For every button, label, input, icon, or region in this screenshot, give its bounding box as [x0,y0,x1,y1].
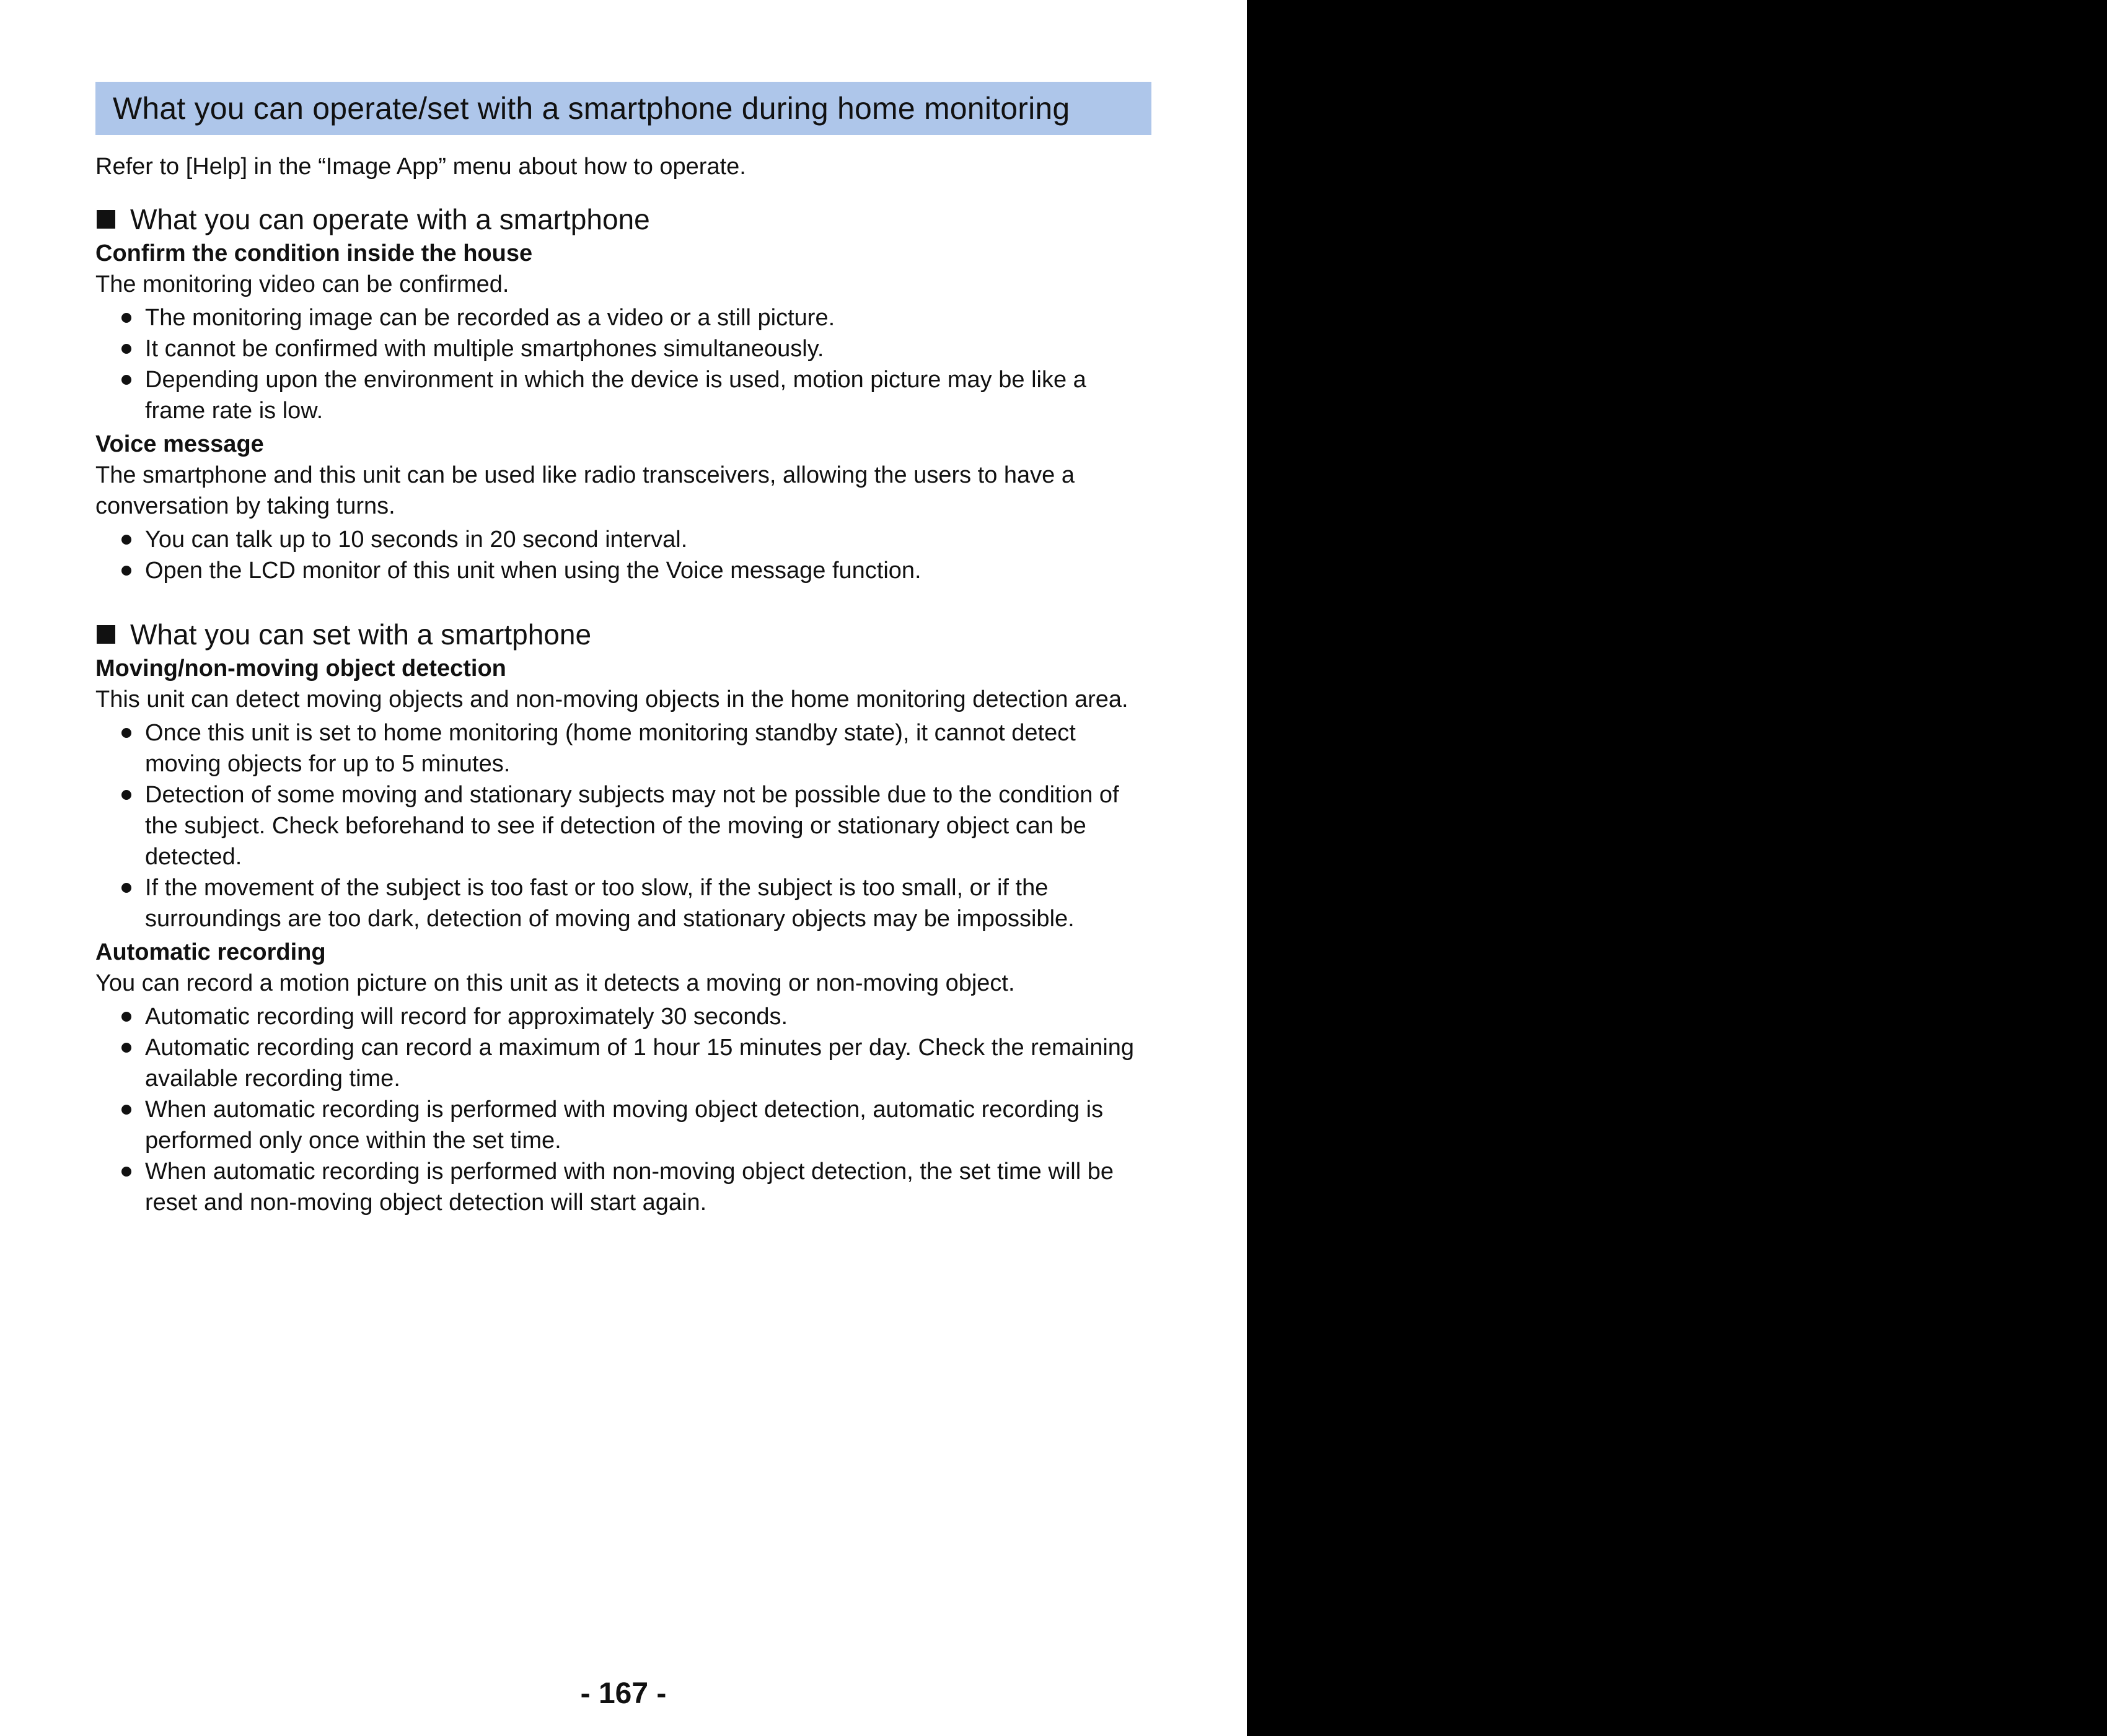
section-heading-set [95,616,1151,653]
bullet-dot-icon [121,790,131,800]
list-item-text: Automatic recording can record a maximum of 1 hour 15 minutes per day. Check the remaining available recording time. [145,1035,1135,1092]
list-item [95,1156,1151,1218]
list-item-text: It cannot be confirmed with multiple smartphones simultaneously. [145,336,824,362]
section-heading-label: What you can set with a smartphone [130,618,592,651]
bullet-dot-icon [121,344,131,354]
list-item-text: Depending upon the environment in which the device is used, motion picture may be like a frame rate is low. [145,367,1086,424]
list-item [95,364,1151,426]
subsection-text: The monitoring video can be confirmed. [95,271,509,297]
bullet-dot-icon [121,1167,131,1177]
subsection-heading-detection: Moving/non-moving object detection [95,655,506,682]
outside-page-area [1247,0,2107,1736]
subsection-heading-confirm: Confirm the condition inside the house [95,240,533,266]
bullet-dot-icon [121,1043,131,1053]
bullet-list [95,717,1151,934]
list-item-text: Detection of some moving and stationary subjects may not be possible due to the condition of the subject. Check beforehand to see if detection of the moving or stationary object can be detected. [145,782,1119,870]
bullet-list [95,524,1151,586]
section-heading-operate [95,201,1151,238]
list-item-text: You can talk up to 10 seconds in 20 second interval. [145,527,688,553]
page-number: - 167 - [580,1677,667,1710]
list-item-text: If the movement of the subject is too fast or too slow, if the subject is too small, or if the surroundings are too dark, detection of moving and stationary objects may be impossible. [145,875,1075,932]
subsection-heading-voice: Voice message [95,431,264,457]
page-content [95,82,1151,1221]
subsection-text: You can record a motion picture on this unit as it detects a moving or non-moving object. [95,970,1015,996]
list-item [95,1032,1151,1094]
list-item [95,333,1151,364]
bullet-dot-icon [121,1105,131,1115]
bullet-list [95,1001,1151,1218]
square-bullet-icon [97,625,115,644]
bullet-list [95,302,1151,426]
list-item [95,872,1151,934]
bullet-dot-icon [121,375,131,385]
list-item [95,717,1151,779]
bullet-dot-icon [121,883,131,893]
list-item [95,302,1151,333]
subsection-text: This unit can detect moving objects and non-moving objects in the home monitoring detection area. [95,686,1128,712]
list-item-text: When automatic recording is performed with non-moving object detection, the set time will be reset and non-moving object detection will start again. [145,1159,1114,1216]
subsection-text: The smartphone and this unit can be used like radio transceivers, allowing the users to have a conversation by taking turns. [95,462,1075,519]
bullet-dot-icon [121,1012,131,1022]
subsection-heading-auto-recording: Automatic recording [95,939,326,965]
intro-text: Refer to [Help] in the “Image App” menu about how to operate. [95,154,746,180]
section-heading-label: What you can operate with a smartphone [130,203,650,235]
list-item [95,1001,1151,1032]
list-item [95,524,1151,555]
list-item-text: Automatic recording will record for approximately 30 seconds. [145,1004,788,1030]
list-item [95,1094,1151,1156]
bullet-dot-icon [121,313,131,323]
bullet-dot-icon [121,566,131,576]
bullet-dot-icon [121,535,131,545]
page-title: What you can operate/set with a smartphone during home monitoring [95,82,1151,135]
list-item-text: The monitoring image can be recorded as a video or a still picture. [145,305,835,331]
list-item-text: Open the LCD monitor of this unit when using the Voice message function. [145,558,922,584]
list-item-text: When automatic recording is performed with moving object detection, automatic recording is performed only once within the set time. [145,1097,1104,1154]
list-item-text: Once this unit is set to home monitoring (home monitoring standby state), it cannot detect moving objects for up to 5 minutes. [145,720,1076,777]
square-bullet-icon [97,210,115,229]
list-item [95,555,1151,586]
bullet-dot-icon [121,728,131,738]
list-item [95,779,1151,872]
